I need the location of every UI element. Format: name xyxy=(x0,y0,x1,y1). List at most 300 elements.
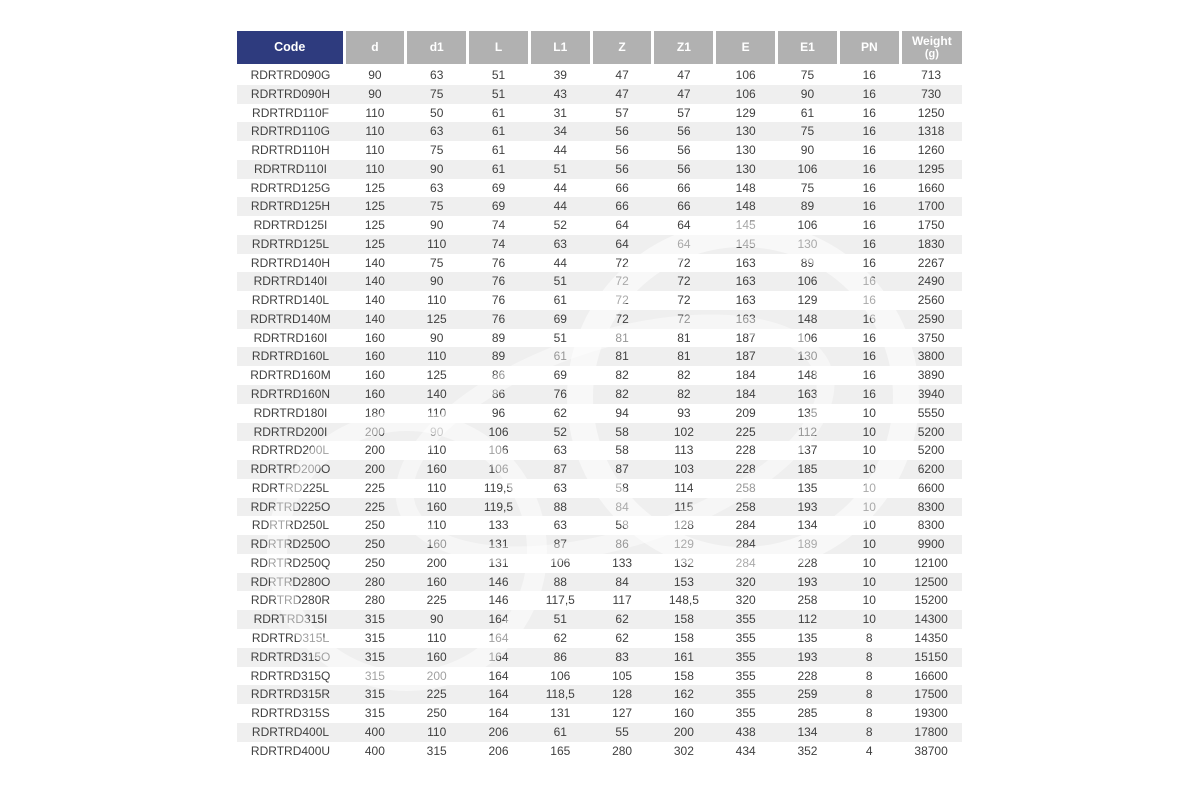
cell-pn: 10 xyxy=(838,404,900,423)
cell-d: 140 xyxy=(344,310,406,329)
cell-z: 64 xyxy=(591,235,653,254)
cell-weight: 9900 xyxy=(900,535,962,554)
cell-code: RDRTRD225L xyxy=(237,479,344,498)
cell-d: 180 xyxy=(344,404,406,423)
cell-z: 84 xyxy=(591,573,653,592)
cell-code: RDRTRD140L xyxy=(237,291,344,310)
cell-d1: 75 xyxy=(406,254,468,273)
cell-l1: 106 xyxy=(529,667,591,686)
cell-pn: 10 xyxy=(838,516,900,535)
cell-z: 280 xyxy=(591,742,653,761)
cell-e1: 148 xyxy=(777,366,839,385)
cell-z1: 72 xyxy=(653,291,715,310)
cell-z: 57 xyxy=(591,104,653,123)
cell-code: RDRTRD160N xyxy=(237,385,344,404)
cell-z: 83 xyxy=(591,648,653,667)
cell-l1: 62 xyxy=(529,629,591,648)
cell-e: 355 xyxy=(715,685,777,704)
cell-l: 164 xyxy=(468,629,530,648)
cell-z1: 93 xyxy=(653,404,715,423)
cell-l: 106 xyxy=(468,423,530,442)
cell-l1: 44 xyxy=(529,197,591,216)
cell-e: 284 xyxy=(715,535,777,554)
cell-d: 280 xyxy=(344,573,406,592)
cell-code: RDRTRD090H xyxy=(237,85,344,104)
cell-z: 105 xyxy=(591,667,653,686)
table-row xyxy=(237,516,962,535)
table-row xyxy=(237,197,962,216)
table-row xyxy=(237,291,962,310)
cell-e: 106 xyxy=(715,85,777,104)
cell-code: RDRTRD125H xyxy=(237,197,344,216)
column-header-label: E xyxy=(741,40,750,54)
cell-l: 164 xyxy=(468,685,530,704)
cell-e1: 90 xyxy=(777,85,839,104)
cell-d1: 315 xyxy=(406,742,468,761)
cell-d: 110 xyxy=(344,104,406,123)
cell-code: RDRTRD315Q xyxy=(237,667,344,686)
column-header-label: Z xyxy=(618,40,626,54)
cell-code: RDRTRD125G xyxy=(237,179,344,198)
cell-code: RDRTRD315L xyxy=(237,629,344,648)
cell-pn: 10 xyxy=(838,460,900,479)
cell-l: 51 xyxy=(468,65,530,85)
cell-code: RDRTRD140M xyxy=(237,310,344,329)
cell-pn: 10 xyxy=(838,498,900,517)
table-row xyxy=(237,554,962,573)
cell-code: RDRTRD400U xyxy=(237,742,344,761)
cell-d: 315 xyxy=(344,704,406,723)
cell-e: 184 xyxy=(715,385,777,404)
cell-pn: 16 xyxy=(838,310,900,329)
cell-l1: 69 xyxy=(529,310,591,329)
cell-pn: 16 xyxy=(838,329,900,348)
cell-d: 110 xyxy=(344,122,406,141)
cell-d: 90 xyxy=(344,65,406,85)
cell-l1: 31 xyxy=(529,104,591,123)
cell-e: 228 xyxy=(715,441,777,460)
cell-z1: 128 xyxy=(653,516,715,535)
cell-z: 47 xyxy=(591,65,653,85)
cell-l: 146 xyxy=(468,573,530,592)
cell-e: 163 xyxy=(715,291,777,310)
cell-code: RDRTRD140I xyxy=(237,272,344,291)
cell-weight: 730 xyxy=(900,85,962,104)
cell-d1: 110 xyxy=(406,629,468,648)
cell-l1: 44 xyxy=(529,141,591,160)
cell-d: 125 xyxy=(344,179,406,198)
cell-weight: 14350 xyxy=(900,629,962,648)
column-header-label: d1 xyxy=(429,40,444,54)
cell-e: 438 xyxy=(715,723,777,742)
cell-z: 82 xyxy=(591,385,653,404)
cell-l1: 51 xyxy=(529,610,591,629)
table-row xyxy=(237,65,962,85)
cell-z1: 64 xyxy=(653,216,715,235)
cell-weight: 1750 xyxy=(900,216,962,235)
cell-pn: 8 xyxy=(838,667,900,686)
cell-e1: 185 xyxy=(777,460,839,479)
cell-pn: 16 xyxy=(838,179,900,198)
cell-e1: 135 xyxy=(777,479,839,498)
cell-weight: 3800 xyxy=(900,347,962,366)
cell-weight: 1660 xyxy=(900,179,962,198)
cell-e: 209 xyxy=(715,404,777,423)
cell-l: 106 xyxy=(468,441,530,460)
cell-e: 148 xyxy=(715,179,777,198)
cell-l1: 63 xyxy=(529,441,591,460)
cell-d: 160 xyxy=(344,385,406,404)
spec-table xyxy=(237,31,962,760)
cell-code: RDRTRD180I xyxy=(237,404,344,423)
cell-weight: 17500 xyxy=(900,685,962,704)
cell-z1: 103 xyxy=(653,460,715,479)
cell-l1: 165 xyxy=(529,742,591,761)
table-row xyxy=(237,254,962,273)
cell-e1: 90 xyxy=(777,141,839,160)
cell-weight: 17800 xyxy=(900,723,962,742)
cell-z1: 64 xyxy=(653,235,715,254)
cell-e1: 135 xyxy=(777,629,839,648)
cell-l: 96 xyxy=(468,404,530,423)
cell-d: 160 xyxy=(344,329,406,348)
cell-z: 72 xyxy=(591,291,653,310)
cell-d1: 110 xyxy=(406,441,468,460)
cell-weight: 5200 xyxy=(900,423,962,442)
cell-weight: 14300 xyxy=(900,610,962,629)
cell-z: 56 xyxy=(591,160,653,179)
cell-l: 206 xyxy=(468,723,530,742)
cell-e: 225 xyxy=(715,423,777,442)
cell-z: 62 xyxy=(591,610,653,629)
cell-e1: 135 xyxy=(777,404,839,423)
cell-weight: 5200 xyxy=(900,441,962,460)
cell-z1: 47 xyxy=(653,85,715,104)
table-row xyxy=(237,610,962,629)
cell-z: 72 xyxy=(591,254,653,273)
cell-code: RDRTRD160I xyxy=(237,329,344,348)
cell-l: 164 xyxy=(468,648,530,667)
column-header-label: PN xyxy=(860,40,878,54)
table-row xyxy=(237,179,962,198)
cell-code: RDRTRD280O xyxy=(237,573,344,592)
cell-l1: 52 xyxy=(529,216,591,235)
cell-l: 164 xyxy=(468,610,530,629)
cell-z1: 115 xyxy=(653,498,715,517)
cell-weight: 1700 xyxy=(900,197,962,216)
cell-z1: 132 xyxy=(653,554,715,573)
cell-l: 89 xyxy=(468,347,530,366)
cell-e: 228 xyxy=(715,460,777,479)
cell-weight: 8300 xyxy=(900,516,962,535)
cell-d: 250 xyxy=(344,554,406,573)
cell-l: 164 xyxy=(468,667,530,686)
table-row xyxy=(237,272,962,291)
cell-l: 76 xyxy=(468,272,530,291)
cell-e1: 148 xyxy=(777,310,839,329)
cell-e: 355 xyxy=(715,704,777,723)
cell-d1: 160 xyxy=(406,648,468,667)
cell-z: 81 xyxy=(591,329,653,348)
cell-l: 86 xyxy=(468,385,530,404)
cell-code: RDRTRD315R xyxy=(237,685,344,704)
cell-d: 160 xyxy=(344,347,406,366)
cell-l: 51 xyxy=(468,85,530,104)
table-row xyxy=(237,104,962,123)
cell-e: 355 xyxy=(715,629,777,648)
cell-l1: 87 xyxy=(529,460,591,479)
cell-e1: 112 xyxy=(777,610,839,629)
cell-l: 106 xyxy=(468,460,530,479)
cell-z: 56 xyxy=(591,122,653,141)
table-row xyxy=(237,479,962,498)
cell-l1: 43 xyxy=(529,85,591,104)
column-header-d1 xyxy=(406,31,468,65)
cell-l: 206 xyxy=(468,742,530,761)
cell-e: 284 xyxy=(715,554,777,573)
cell-d: 315 xyxy=(344,610,406,629)
cell-e1: 75 xyxy=(777,65,839,85)
cell-z1: 200 xyxy=(653,723,715,742)
cell-pn: 8 xyxy=(838,723,900,742)
cell-l1: 86 xyxy=(529,648,591,667)
cell-l: 69 xyxy=(468,197,530,216)
column-header-d xyxy=(344,31,406,65)
cell-l1: 118,5 xyxy=(529,685,591,704)
table-header xyxy=(237,31,962,65)
table-row xyxy=(237,235,962,254)
cell-l1: 106 xyxy=(529,554,591,573)
cell-l1: 44 xyxy=(529,254,591,273)
cell-z: 127 xyxy=(591,704,653,723)
cell-l: 164 xyxy=(468,704,530,723)
cell-e: 355 xyxy=(715,667,777,686)
cell-d: 200 xyxy=(344,460,406,479)
cell-l: 74 xyxy=(468,216,530,235)
cell-l: 146 xyxy=(468,591,530,610)
table-body xyxy=(237,65,962,760)
cell-pn: 16 xyxy=(838,254,900,273)
cell-d: 280 xyxy=(344,591,406,610)
cell-e1: 137 xyxy=(777,441,839,460)
cell-d1: 140 xyxy=(406,385,468,404)
cell-e: 163 xyxy=(715,254,777,273)
cell-e1: 75 xyxy=(777,122,839,141)
cell-z1: 148,5 xyxy=(653,591,715,610)
cell-l1: 63 xyxy=(529,235,591,254)
cell-weight: 3750 xyxy=(900,329,962,348)
cell-e1: 89 xyxy=(777,254,839,273)
cell-l: 76 xyxy=(468,291,530,310)
cell-weight: 12500 xyxy=(900,573,962,592)
cell-l: 61 xyxy=(468,104,530,123)
cell-l: 86 xyxy=(468,366,530,385)
cell-d1: 90 xyxy=(406,272,468,291)
cell-code: RDRTRD200I xyxy=(237,423,344,442)
column-header-label: Z1 xyxy=(676,40,691,54)
cell-z: 58 xyxy=(591,441,653,460)
cell-z1: 82 xyxy=(653,385,715,404)
cell-z: 82 xyxy=(591,366,653,385)
cell-d1: 110 xyxy=(406,235,468,254)
cell-weight: 15200 xyxy=(900,591,962,610)
cell-l1: 44 xyxy=(529,179,591,198)
cell-d1: 90 xyxy=(406,216,468,235)
cell-d: 125 xyxy=(344,235,406,254)
cell-weight: 1295 xyxy=(900,160,962,179)
cell-l1: 76 xyxy=(529,385,591,404)
cell-pn: 10 xyxy=(838,535,900,554)
cell-pn: 10 xyxy=(838,554,900,573)
cell-d: 125 xyxy=(344,216,406,235)
cell-z1: 47 xyxy=(653,65,715,85)
cell-z1: 158 xyxy=(653,629,715,648)
cell-d1: 75 xyxy=(406,197,468,216)
cell-e: 163 xyxy=(715,272,777,291)
table-row xyxy=(237,160,962,179)
cell-code: RDRTRD125L xyxy=(237,235,344,254)
cell-l1: 61 xyxy=(529,347,591,366)
cell-e: 434 xyxy=(715,742,777,761)
cell-weight: 6600 xyxy=(900,479,962,498)
cell-code: RDRTRD280R xyxy=(237,591,344,610)
cell-l1: 117,5 xyxy=(529,591,591,610)
cell-l1: 63 xyxy=(529,516,591,535)
cell-d: 160 xyxy=(344,366,406,385)
cell-e1: 189 xyxy=(777,535,839,554)
cell-z1: 66 xyxy=(653,179,715,198)
cell-z1: 158 xyxy=(653,667,715,686)
cell-d1: 160 xyxy=(406,535,468,554)
cell-z: 56 xyxy=(591,141,653,160)
column-header-z xyxy=(591,31,653,65)
cell-l1: 88 xyxy=(529,498,591,517)
cell-e: 145 xyxy=(715,235,777,254)
cell-weight: 3890 xyxy=(900,366,962,385)
cell-pn: 16 xyxy=(838,197,900,216)
cell-pn: 16 xyxy=(838,65,900,85)
cell-code: RDRTRD250O xyxy=(237,535,344,554)
column-header-label: Code xyxy=(274,40,306,54)
cell-l: 61 xyxy=(468,141,530,160)
table-row xyxy=(237,742,962,761)
table-row xyxy=(237,366,962,385)
table-row xyxy=(237,310,962,329)
cell-pn: 4 xyxy=(838,742,900,761)
cell-code: RDRTRD160L xyxy=(237,347,344,366)
cell-e1: 258 xyxy=(777,591,839,610)
table-row xyxy=(237,141,962,160)
table-row xyxy=(237,329,962,348)
cell-code: RDRTRD110G xyxy=(237,122,344,141)
table-row xyxy=(237,347,962,366)
cell-z1: 158 xyxy=(653,610,715,629)
cell-e: 258 xyxy=(715,479,777,498)
cell-e: 130 xyxy=(715,122,777,141)
table-row xyxy=(237,404,962,423)
cell-z1: 72 xyxy=(653,310,715,329)
cell-weight: 19300 xyxy=(900,704,962,723)
table-row xyxy=(237,423,962,442)
cell-pn: 16 xyxy=(838,122,900,141)
cell-e1: 134 xyxy=(777,516,839,535)
table-row xyxy=(237,216,962,235)
cell-d: 140 xyxy=(344,291,406,310)
cell-e1: 129 xyxy=(777,291,839,310)
cell-d: 250 xyxy=(344,535,406,554)
cell-pn: 8 xyxy=(838,704,900,723)
cell-z1: 56 xyxy=(653,141,715,160)
cell-e: 184 xyxy=(715,366,777,385)
cell-e1: 228 xyxy=(777,554,839,573)
cell-pn: 8 xyxy=(838,629,900,648)
cell-weight: 2267 xyxy=(900,254,962,273)
cell-pn: 16 xyxy=(838,141,900,160)
cell-z1: 102 xyxy=(653,423,715,442)
cell-code: RDRTRD160M xyxy=(237,366,344,385)
column-header-label: Weight xyxy=(911,33,952,48)
table-row xyxy=(237,648,962,667)
cell-d1: 63 xyxy=(406,122,468,141)
cell-e: 130 xyxy=(715,141,777,160)
cell-z1: 114 xyxy=(653,479,715,498)
cell-z: 58 xyxy=(591,516,653,535)
cell-l1: 62 xyxy=(529,404,591,423)
cell-e1: 352 xyxy=(777,742,839,761)
table-row xyxy=(237,591,962,610)
cell-z: 58 xyxy=(591,423,653,442)
cell-l: 69 xyxy=(468,179,530,198)
cell-weight: 12100 xyxy=(900,554,962,573)
cell-l: 74 xyxy=(468,235,530,254)
cell-pn: 10 xyxy=(838,610,900,629)
cell-pn: 10 xyxy=(838,479,900,498)
cell-l1: 51 xyxy=(529,329,591,348)
cell-e: 148 xyxy=(715,197,777,216)
cell-e: 163 xyxy=(715,310,777,329)
cell-d: 90 xyxy=(344,85,406,104)
cell-e1: 75 xyxy=(777,179,839,198)
column-header-weight xyxy=(900,31,962,65)
cell-e1: 89 xyxy=(777,197,839,216)
cell-z: 72 xyxy=(591,310,653,329)
cell-d1: 90 xyxy=(406,610,468,629)
cell-z1: 302 xyxy=(653,742,715,761)
cell-d1: 75 xyxy=(406,85,468,104)
cell-z1: 82 xyxy=(653,366,715,385)
cell-e: 106 xyxy=(715,65,777,85)
cell-l: 133 xyxy=(468,516,530,535)
column-header-e1 xyxy=(777,31,839,65)
cell-e1: 163 xyxy=(777,385,839,404)
table-row xyxy=(237,498,962,517)
table-row xyxy=(237,667,962,686)
cell-z: 133 xyxy=(591,554,653,573)
cell-code: RDRTRD125I xyxy=(237,216,344,235)
cell-l: 76 xyxy=(468,254,530,273)
table-row xyxy=(237,460,962,479)
column-header-label: L1 xyxy=(553,40,568,54)
cell-pn: 16 xyxy=(838,216,900,235)
cell-code: RDRTRD225O xyxy=(237,498,344,517)
cell-e1: 130 xyxy=(777,347,839,366)
cell-d: 225 xyxy=(344,479,406,498)
cell-pn: 8 xyxy=(838,685,900,704)
cell-e: 355 xyxy=(715,610,777,629)
cell-d: 200 xyxy=(344,441,406,460)
cell-l1: 87 xyxy=(529,535,591,554)
cell-l: 131 xyxy=(468,535,530,554)
